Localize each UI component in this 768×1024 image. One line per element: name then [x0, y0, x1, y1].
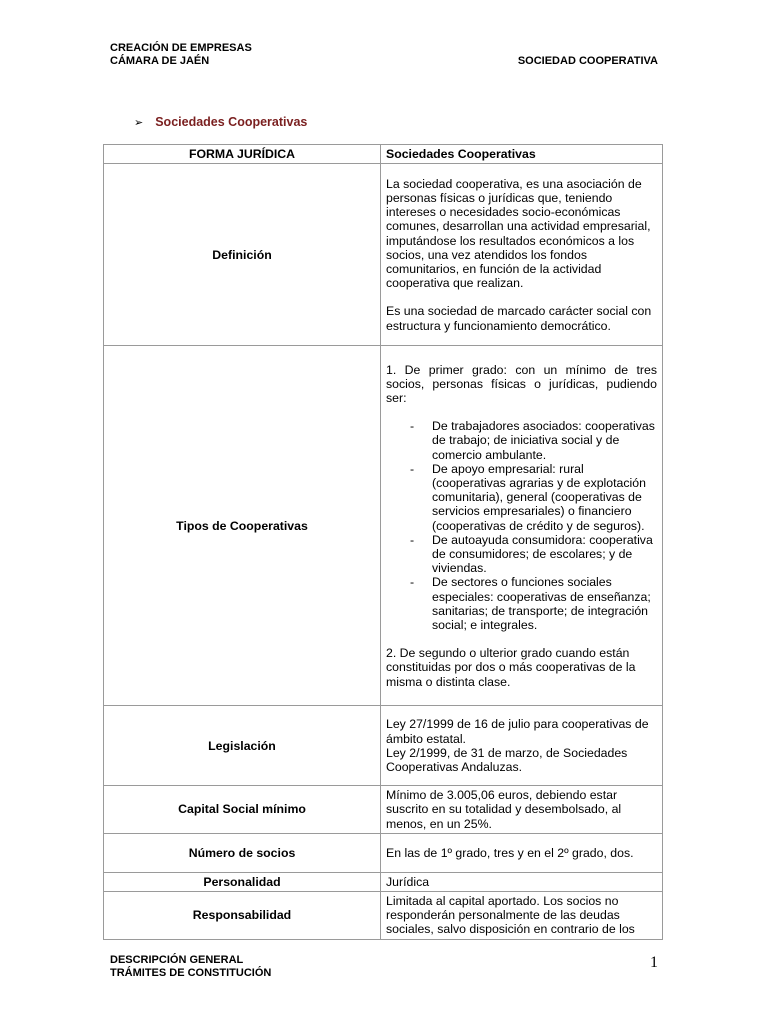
- personalidad-label: Personalidad: [104, 872, 381, 891]
- tipos-intro: 1. De primer grado: con un mínimo de tres socios, personas físicas o jurídicas, pudiendo ser:: [386, 362, 657, 405]
- list-item: - De sectores o funciones sociales especiales: cooperativas de enseñanza; sanitarias; de transporte; de integración social; e integrales.: [410, 575, 657, 632]
- capital-label: Capital Social mínimo: [104, 786, 381, 834]
- socios-label: Número de socios: [104, 833, 381, 872]
- personalidad-value: Jurídica: [381, 872, 663, 891]
- responsabilidad-label: Responsabilidad: [104, 892, 381, 940]
- list-item: - De autoayuda consumidora: cooperativa de consumidores; de escolares; y de viviendas.: [410, 533, 657, 576]
- page-header-right: SOCIEDAD COOPERATIVA: [517, 55, 658, 67]
- responsabilidad-value: Limitada al capital aportado. Los socios no responderán personalmente de las deudas sociales, salvo disposición en contrario de los: [381, 892, 663, 940]
- list-item: - De trabajadores asociados: cooperativas de trabajo; de iniciativa social y de comercio ambulante.: [410, 419, 657, 462]
- footer-line-1: DESCRIPCIÓN GENERAL: [110, 954, 244, 966]
- tipos-outro: 2. De segundo o ulterior grado cuando están constituidas por dos o más cooperativas de la misma o distinta clase.: [386, 646, 636, 689]
- legislacion-value: [381, 706, 663, 786]
- table-row-personalidad: [104, 872, 663, 891]
- table-row-legislacion: [104, 706, 663, 786]
- tipos-list: [386, 419, 657, 632]
- arrow-bullet-icon: ➢: [134, 116, 144, 129]
- table-row-definicion: [104, 164, 663, 346]
- page-header-left: [110, 42, 252, 68]
- header-value-cell: Sociedades Cooperativas: [381, 145, 663, 164]
- page-footer-left: [110, 954, 271, 980]
- section-title: Sociedades Cooperativas: [155, 115, 308, 129]
- legislacion-label: Legislación: [104, 706, 381, 786]
- definicion-value: [381, 164, 663, 346]
- definicion-paragraph-2: Es una sociedad de marcado carácter social con estructura y funcionamiento democrático.: [386, 304, 652, 333]
- legal-form-table: [103, 144, 663, 940]
- header-line-2: CÁMARA DE JAÉN: [110, 55, 210, 67]
- page-number: 1: [650, 954, 658, 971]
- list-item: - De apoyo empresarial: rural (cooperativas agrarias y de explotación comunitaria), general (cooperativas de servicios empresariales) o financiero (cooperativas de crédito y de seguros).: [410, 462, 657, 533]
- legislacion-line-1: Ley 27/1999 de 16 de julio para cooperativas de ámbito estatal.: [386, 717, 649, 746]
- definicion-paragraph-1: La sociedad cooperativa, es una asociación de personas físicas o jurídicas que, teniendo intereses o necesidades socio-económicas comunes, desarrollan una actividad empresarial, imputándose los resultados económicos a los socios, una vez atendidos los fondos comunitarios, en función de la actividad cooperativa que realizan.: [386, 176, 651, 291]
- legislacion-line-2: Ley 2/1999, de 31 de marzo, de Sociedades Cooperativas Andaluzas.: [386, 745, 628, 774]
- section-heading: [134, 115, 307, 129]
- header-label-cell: FORMA JURÍDICA: [104, 145, 381, 164]
- table-row-responsabilidad: [104, 892, 663, 940]
- table-row-socios: [104, 833, 663, 872]
- capital-value: Mínimo de 3.005,06 euros, debiendo estar suscrito en su totalidad y desembolsado, al menos, en un 25%.: [381, 786, 663, 834]
- table-row-capital: [104, 786, 663, 834]
- table-header-row: [104, 145, 663, 164]
- definicion-label: Definición: [104, 164, 381, 346]
- footer-line-2: TRÁMITES DE CONSTITUCIÓN: [110, 967, 272, 979]
- table-row-tipos: [104, 346, 663, 706]
- socios-value: En las de 1º grado, tres y en el 2º grado, dos.: [381, 833, 663, 872]
- tipos-label: Tipos de Cooperativas: [104, 346, 381, 706]
- tipos-value: [381, 346, 663, 706]
- header-line-1: CREACIÓN DE EMPRESAS: [110, 42, 252, 54]
